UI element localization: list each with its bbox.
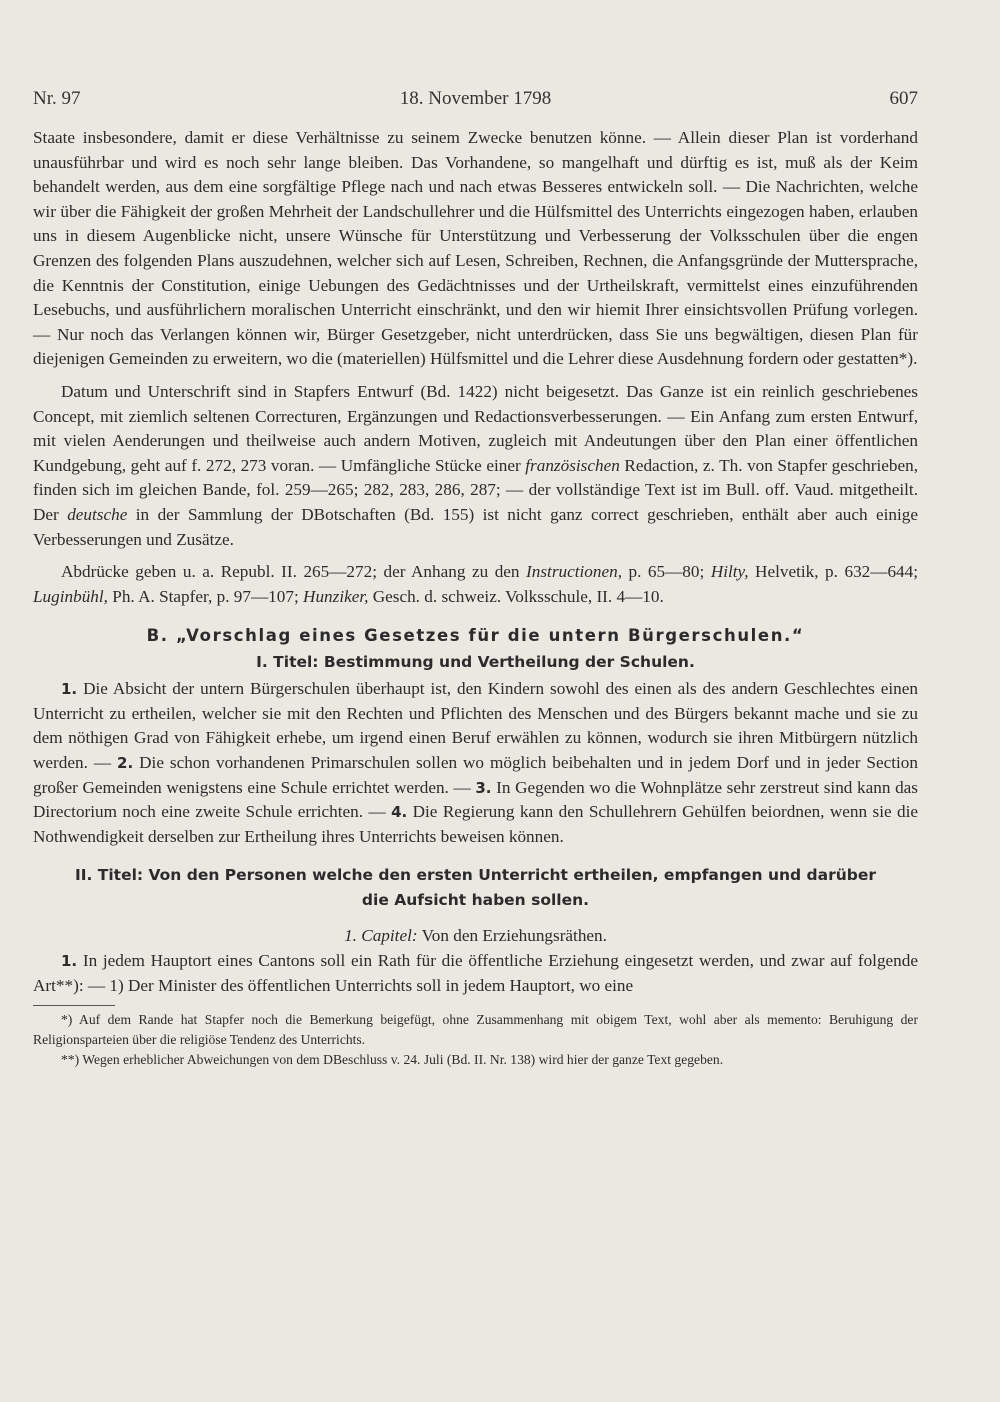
title-heading-1: I. Titel: Bestimmung und Vertheilung der Schulen. bbox=[256, 653, 695, 672]
text-run: Die Absicht der untern Bürgerschulen überhaupt ist, den Kindern sowohl des einen als des andern Geschlechtes einen Unterricht zu ertheilen, welcher sie mit den Rechten und Pflichten des Menschen und des Bürgers bekannt mache und sie zu dem nöthigen Grad von Fähigkeit erhebe, um irgend einen Beruf erwählen zu können, wodurch sie ihren Mitbürgern nützlich werden. — bbox=[33, 679, 918, 773]
chapter-title: Von den Erziehungsräthen. bbox=[417, 926, 607, 946]
paragraph-articles-1-4 bbox=[33, 677, 918, 849]
paragraph-prints bbox=[33, 560, 918, 609]
footnote-1: *) Auf dem Rande hat Stapfer noch die Bemerkung beigefügt, ohne Zusammenhang mit obigem Text, wohl aber als memento: Beruhigung der Religionsparteien über die religiöse Tendenz des Unterrichts. bbox=[33, 1011, 918, 1047]
article-number: 4. bbox=[391, 803, 408, 822]
title-heading-2-line-2: die Aufsicht haben sollen. bbox=[361, 891, 590, 910]
footnote-separator bbox=[33, 1005, 115, 1006]
text-run: Redaction, z. Th. von Stapfer geschrieben, finden sich im gleichen Bande, fol. 259—265; 282, 283, 286, 287; — der vollständige Text ist im Bull. off. Vaud. mitgetheilt. Der bbox=[33, 455, 918, 524]
article-number: 1. bbox=[61, 952, 78, 971]
text-run: Die schon vorhandenen Primarschulen sollen wo möglich beibehalten und in jedem Dorf und in jeder Section großer Gemeinden wenigstens eine Schule errichtet werden. — bbox=[33, 753, 918, 797]
article-number: 1. bbox=[61, 680, 78, 699]
section-heading-b: B. „Vorschlag eines Gesetzes für die untern Bürgerschulen.“ bbox=[146, 626, 805, 646]
text-run: In Gegenden wo die Wohnplätze sehr zerstreut sind kann das Directorium noch eine zweite Schule errichten. — bbox=[33, 777, 918, 822]
chapter-heading bbox=[33, 923, 918, 949]
text-run: Helvetik, p. 632—644; bbox=[748, 562, 918, 582]
italic-run: Hilty, bbox=[710, 562, 749, 582]
document-number: Nr. 97 bbox=[33, 88, 81, 109]
italic-run: Instructionen bbox=[526, 562, 618, 582]
footnote-2: **) Wegen erheblicher Abweichungen von dem DBeschluss v. 24. Juli (Bd. II. Nr. 138) wird hier der ganze Text gegeben. bbox=[61, 1051, 724, 1067]
italic-run: französischen bbox=[525, 455, 620, 475]
article-number: 2. bbox=[117, 754, 134, 773]
text-run: , p. 65—80; bbox=[617, 562, 711, 582]
title-heading-2 bbox=[33, 863, 918, 913]
paragraph-article-1-councils bbox=[33, 949, 918, 998]
text-run: Die Regierung kann den Schullehrern Gehülfen beiordnen, wenn sie die Nothwendigkeit derselben zur Ertheilung ihres Unterrichts beweisen können. bbox=[33, 802, 919, 846]
text-run: Datum und Unterschrift sind in Stapfers Entwurf (Bd. 1422) nicht beigesetzt. Das Ganze ist ein reinlich geschriebenes Concept, mit ziemlich seltenen Correcturen, Ergänzungen und Redactionsverbesserungen. — Ein Anfang zum ersten Entwurf, mit vielen Aenderungen und theilweise auch andern Motiven, zugleich mit Andeutungen über den Plan einer öffentlichen Kundgebung, geht auf f. 272, 273 voran. — Umfängliche Stücke einer bbox=[33, 381, 918, 475]
paragraph-plan-intro: Staate insbesondere, damit er diese Verhältnisse zu seinem Zwecke benutzen könne. — Allein dieser Plan ist vorderhand unausführbar und wird es noch sehr lange bleiben. Das Vorhandene, so mangelhaft und dürftig es ist, muß als der Keim behandelt werden, aus dem eine sorgfältige Pflege nach und nach etwas Besseres entwickeln soll. — Die Nachrichten, welche wir über die Fähigkeit der großen Mehrheit der Landschullehrer und die Hülfsmittel des Unterrichts eingezogen haben, erlauben uns in diesem Augenblicke nicht, unsere Wünsche für Unterstützung und Verbesserung der Volksschulen über die engen Grenzen des folgenden Plans auszudehnen, welcher sich auf Lesen, Schreiben, Rechnen, die Anfangsgründe der Muttersprache, die Kenntnis der Constitution, einige Uebungen des Gedächtnisses und der Urtheilskraft, vermittelst eines einzuführenden Lesebuchs, und ausführlichern moralischen Unterricht einschränkt, und den wir hiemit Ihrer einsichtsvollen Prüfung vorlegen. — Nur noch das Verlangen können wir, Bürger Gesetzgeber, nicht unterdrücken, dass Sie uns begwältigen, diesen Plan für diejenigen Gemeinden zu erweitern, wo die (materiellen) Hülfsmittel und die Lehrer diese Ausdehnung fordern oder gestatten*). bbox=[33, 128, 918, 369]
text-run: Gesch. d. schweiz. Volksschule, II. 4—10. bbox=[368, 586, 664, 606]
page-number: 607 bbox=[889, 88, 918, 109]
chapter-label: 1. Capitel: bbox=[344, 926, 418, 946]
main-text bbox=[33, 126, 918, 1070]
paragraph-editorial-note bbox=[33, 380, 918, 552]
text-run: In jedem Hauptort eines Cantons soll ein Rath für die öffentliche Erziehung eingesetzt werden, und zwar auf folgende Art**): — 1) Der Minister des öffentlichen Unterrichts soll in jedem Hauptort, wo eine bbox=[33, 951, 918, 996]
italic-run: deutsche bbox=[67, 504, 128, 524]
running-header bbox=[33, 88, 918, 118]
text-run: Abdrücke geben u. a. Republ. II. 265—272; der Anhang zu den bbox=[61, 562, 527, 582]
italic-run: Luginbühl, bbox=[33, 586, 108, 606]
article-number: 3. bbox=[475, 778, 492, 797]
text-run: Ph. A. Stapfer, p. 97—107; bbox=[107, 586, 304, 606]
italic-run: Hunziker, bbox=[303, 586, 369, 606]
text-run: in der Sammlung der DBotschaften (Bd. 155) ist nicht ganz correct geschrieben, enthält aber auch einige Verbesserungen und Zusätze. bbox=[33, 504, 918, 549]
title-heading-2-line-1: II. Titel: Von den Personen welche den ersten Unterricht ertheilen, empfangen und darüber bbox=[74, 866, 877, 885]
header-date: 18. November 1798 bbox=[399, 88, 552, 109]
